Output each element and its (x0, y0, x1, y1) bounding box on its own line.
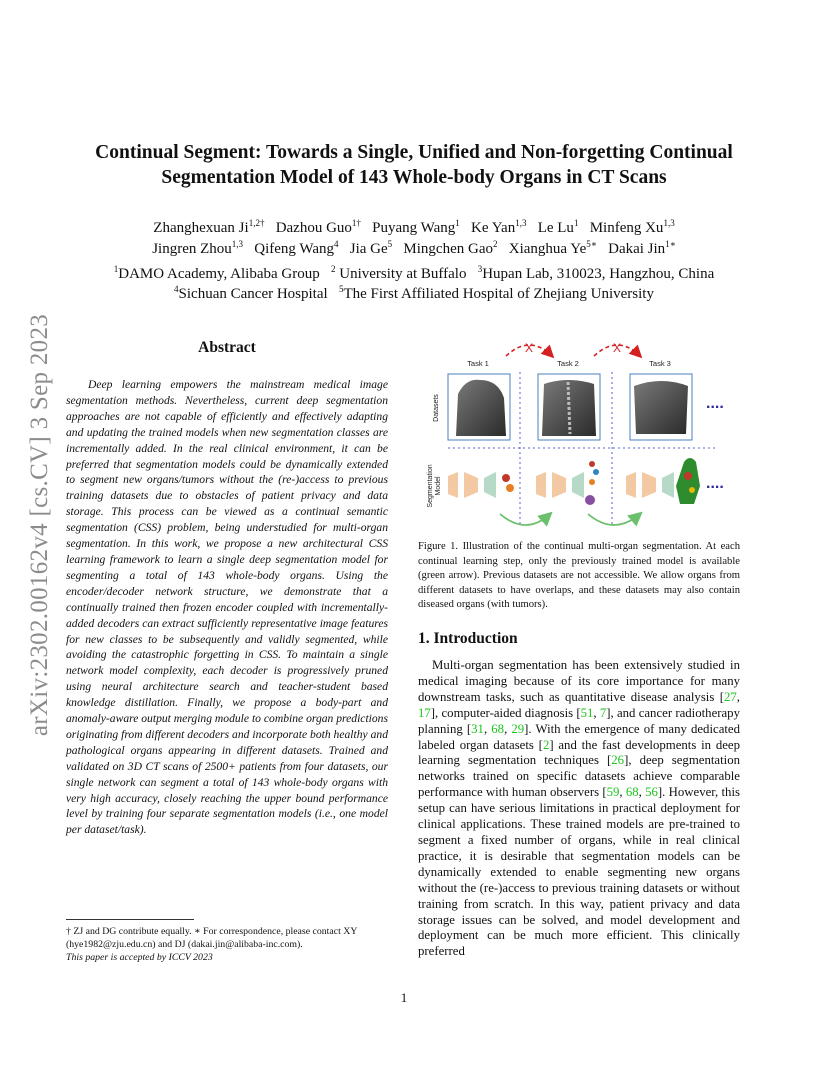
paper-title: Continual Segment: Towards a Single, Unified and Non-forgetting Continual Segmentation Model of 143 Whole-body Organs in CT Scans (95, 142, 733, 188)
author: Qifeng Wang (254, 241, 335, 257)
author-list: Zhanghexuan $Ji^{1,2\dagger}$ Dazhou Guo$^{1\dagger}$ Puyang Wang$^1$ Ke Yan$^{1,3}$ Le Lu$^1$ Minfeng Xu$^{1,3}$ Jingren Zhou$^{1,3}$ Qifeng Wang$^4$ Jia Ge$^5$ Mingchen Gao$^2$ Xianghua $Ye^{5∗}$ Dakai Jin$^{1∗}$ (152, 218, 676, 257)
footnote-contribution: † ZJ and DG contribute equally. ∗ For correspondence, please contact XY (hye1982@zju.edu.cn) and DJ (dakai.jin@alibaba-inc.com). (66, 926, 358, 950)
author: Ke Yan (471, 220, 516, 236)
affiliation: Hupan Lab, 310023, Hangzhou, China (482, 266, 715, 282)
citation: 51 (580, 705, 594, 720)
figure-1 (418, 336, 738, 536)
author: Dazhou Guo (275, 220, 352, 236)
footnote (66, 925, 392, 964)
author: Puyang Wang (372, 220, 456, 236)
citation: 29 (511, 721, 525, 736)
model-task-1 (448, 472, 514, 498)
arxiv-id: arXiv:2302.00162v4 [cs.CV] 3 Sep 2023 (26, 313, 53, 737)
citation: 7 (599, 705, 607, 720)
citation: 27 (724, 689, 737, 704)
row-label-segmentation: Segmentation (427, 464, 434, 508)
abstract-heading: Abstract (198, 339, 256, 356)
model-task-2 (536, 461, 599, 505)
row-label-model: Model (435, 476, 442, 496)
author: Xianghua Ye (508, 241, 587, 257)
row-label-datasets: Datasets (433, 394, 440, 422)
ellipsis-models: .... (706, 475, 724, 492)
task-label-2: Task 2 (557, 359, 579, 368)
citation: 68 (491, 721, 505, 736)
green-arrow-1 (500, 514, 550, 525)
affiliation: University at Buffalo (339, 266, 467, 282)
citation: 59 (606, 785, 620, 800)
footnote-divider (66, 919, 194, 920)
task-label-1: Task 1 (467, 359, 489, 368)
author: Mingchen Gao (403, 241, 493, 257)
task-label-3: Task 3 (649, 359, 671, 368)
affiliation-list: $^1$DAMO Academy, Alibaba Group $^2$ University at Buffalo $^3$Hupan Lab, 310023, Hangzhou, China $^4$Sichuan Cancer Hospital $^5$The First Affiliated Hospital of Zhejiang University (113, 264, 715, 302)
citation: 26 (611, 753, 625, 768)
author: Zhanghexuan Ji (153, 220, 249, 236)
abstract-text: Deep learning empowers the mainstream medical image segmentation methods. Nevertheless, current deep segmentation approaches are not capable of efficiently and effectively adapting and updating the trained models when new segmentation classes are incrementally added. In the real clinical environment, it can be preferred that segmentation models could be dynamically extended to segment new organs/tumors without the (re-)access to previous training datasets due to obstacles of patient privacy and data storage. This process can be viewed as a continual semantic segmentation (CSS) problem, being understudied for multi-organ segmentation. In this work, we propose a new architectural CSS learning framework to learn a single deep segmentation model for segmenting a total of 143 whole-body organs. Using the encoder/decoder network structure, we demonstrate that a continually trained then frozen encoder coupled with incrementally-added decoders can extract sufficiently representative image features for new classes to be subsequently and validly segmented, while avoiding the catastrophic forgetting in CSS. To maintain a single network model complexity, each decoder is progressively pruned using neural architecture search and teacher-student based knowledge distillation. Finally, we propose a body-part and anomaly-aware output merging module to combine organ predictions originating from different decoders and incorporate both healthy and pathological organs appearing in different datasets. Trained and validated on 3D CT scans of 2500+ patients from four datasets, our single network can segment a total of 143 whole-body organs with very high accuracy, closely reaching the upper bound performance level by training four separate segmentation models (i.e., one model per dataset/task). (66, 378, 388, 837)
cross-mark-2: X (612, 341, 622, 355)
affiliation: Sichuan Cancer Hospital (178, 286, 328, 302)
affiliation: The First Affiliated Hospital of Zhejiang University (343, 286, 654, 302)
citation: 68 (625, 785, 639, 800)
author: Le Lu (537, 220, 574, 236)
citation: 2 (542, 737, 550, 752)
author: Minfeng Xu (589, 220, 664, 236)
intro-paragraph: Multi-organ segmentation has been extensively studied in medical imaging because of its core importance for many downstream tasks, such as quantitative disease analysis [27, 17], computer-aided diagnosis [51, 7], and cancer radiotherapy planning [31, 68, 29]. With the emergence of many dedicated labeled organ datasets [2] and the fast developments in deep learning segmentation techniques [26], deep segmentation networks trained on specific datasets achieve comparable performance with human observers [59, 68, 56]. However, this setup can have serious limitations in practical deployment for clinical applications. These trained models are pre-trained to segment a fixed number of organs, while in real clinical practice, it is desirable that segmentation models can be dynamically extended to enable segmenting new organs without the (re-)access to previous training datasets or without training from scratch. In this way, patient privacy and data storage issues can be solved, and model development and deployment can be much more efficient. This clinically preferred (418, 658, 741, 959)
author: Jingren Zhou (152, 241, 232, 257)
green-arrow-2 (588, 514, 640, 525)
model-task-3 (626, 458, 700, 504)
author: Dakai Jin (608, 241, 666, 257)
dataset-image-1 (448, 374, 510, 440)
figure-1-illustration (418, 336, 738, 536)
cross-mark-1: X (524, 341, 534, 355)
footnote-acceptance: This paper is accepted by ICCV 2023 (66, 952, 213, 963)
citation: 17 (418, 705, 431, 720)
page-number: 1 (400, 990, 408, 1005)
dataset-image-3 (630, 374, 692, 440)
figure-caption: Figure 1. Illustration of the continual multi-organ segmentation. At each continual learning step, only the previously trained model is available (green arrow). Previous datasets are not accessible. We allow organs from different datasets to have overlaps, and these datasets may also contain diseased organs (with tumors). (418, 541, 740, 611)
section-heading: 1. Introduction (418, 630, 518, 647)
citation: 31 (471, 721, 484, 736)
ellipsis-datasets: .... (706, 395, 724, 412)
affiliation: DAMO Academy, Alibaba Group (118, 266, 320, 282)
dataset-image-2 (538, 374, 600, 440)
author: Jia Ge (349, 241, 388, 257)
citation: 56 (645, 785, 658, 800)
arxiv-watermark (20, 290, 60, 760)
